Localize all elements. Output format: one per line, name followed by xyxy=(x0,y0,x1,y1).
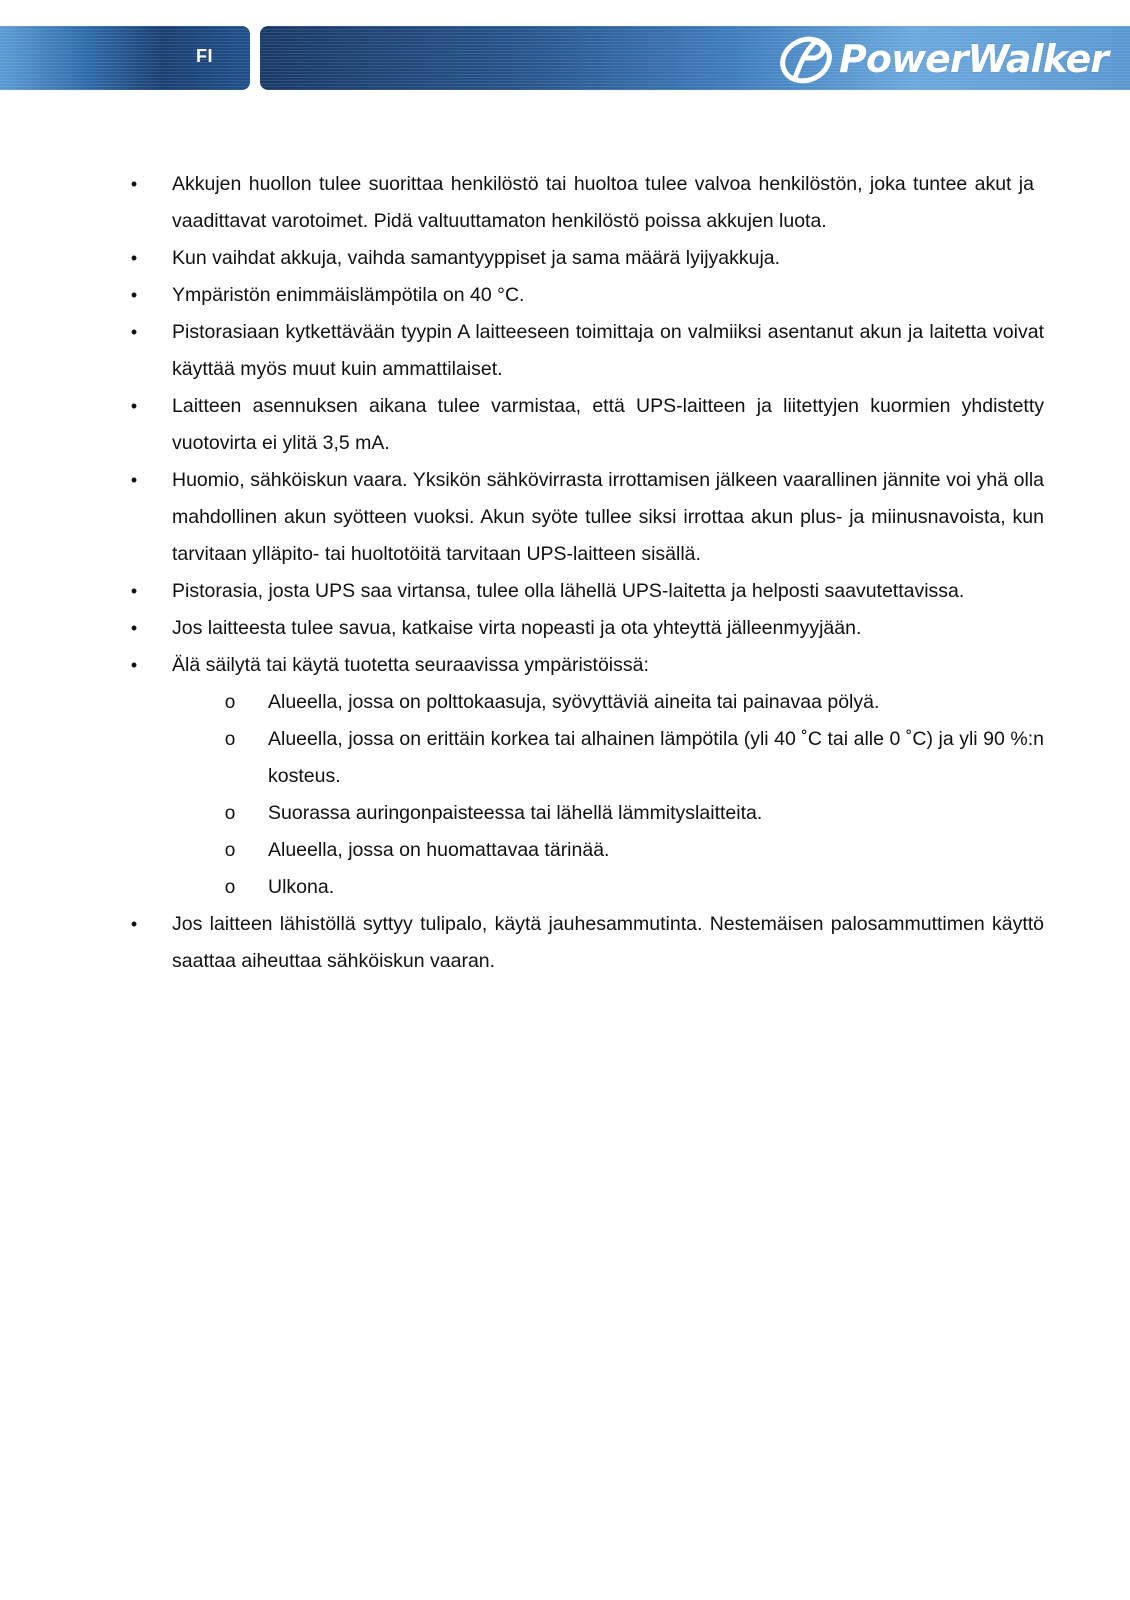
sub-list-item-text: Ulkona. xyxy=(268,876,335,898)
list-item-text: Jos laitteesta tulee savua, katkaise virta nopeasti ja ota yhteyttä jälleenmyyjään. xyxy=(172,617,862,639)
document-body xyxy=(0,166,1130,980)
list-item-text: Akkujen huollon tulee suorittaa henkilöstö tai huoltoa tulee valvoa henkilöstön, joka tuntee akut ja vaadittavat varotoimet. Pidä valtuuttamaton henkilöstö poissa akkujen luota. xyxy=(172,173,1034,232)
sub-list-item xyxy=(224,721,1044,795)
list-item-text: Pistorasia, josta UPS saa virtansa, tulee olla lähellä UPS-laitetta ja helposti saavutettavissa. xyxy=(172,580,965,602)
list-item-text: Kun vaihdat akkuja, vaihda samantyyppiset ja sama määrä lyijyakkuja. xyxy=(172,247,781,269)
sub-bullet-marker: o xyxy=(224,729,236,750)
sub-bullet-marker: o xyxy=(224,840,236,861)
bullet-marker: • xyxy=(130,322,138,342)
bullet-marker: • xyxy=(130,914,138,934)
bullet-marker: • xyxy=(130,618,138,638)
list-item xyxy=(130,240,1044,277)
header-language-tab xyxy=(0,26,250,90)
sub-list-item xyxy=(224,795,1044,832)
sub-list-item xyxy=(224,684,1044,721)
sub-list-item-text: Alueella, jossa on polttokaasuja, syövyttäviä aineita tai painavaa pölyä. xyxy=(268,691,880,713)
list-item xyxy=(130,462,1044,573)
sub-bullet-marker: o xyxy=(224,877,236,898)
bullet-marker: • xyxy=(130,396,138,416)
language-code: FI xyxy=(196,46,213,66)
bullet-marker: • xyxy=(130,174,138,194)
list-item xyxy=(130,314,1044,388)
sub-list-item-text: Suorassa auringonpaisteessa tai lähellä lämmityslaitteita. xyxy=(268,802,763,824)
list-item xyxy=(130,906,1044,980)
list-item xyxy=(130,388,1044,462)
list-item xyxy=(130,277,1044,314)
list-item-text: Jos laitteen lähistöllä syttyy tulipalo, käytä jauhesammutinta. Nestemäisen palosammuttimen käyttö saattaa aiheuttaa sähköiskun vaaran. xyxy=(172,913,1044,972)
list-item-text: Laitteen asennuksen aikana tulee varmistaa, että UPS-laitteen ja liitettyjen kuormien yhdistetty vuotovirta ei ylitä 3,5 mA. xyxy=(172,395,1044,454)
sub-list-item-text: Alueella, jossa on huomattavaa tärinää. xyxy=(268,839,610,861)
list-item xyxy=(130,166,1034,240)
brand-name: PowerWalker xyxy=(838,37,1108,81)
bullet-marker: • xyxy=(130,248,138,268)
list-item-text: Huomio, sähköiskun vaara. Yksikön sähkövirrasta irrottamisen jälkeen vaarallinen jännite voi yhä olla mahdollinen akun syötteen vuoksi. Akun syöte tullee siksi irrottaa akun plus- ja miinusnavoista, kun tarvitaan ylläpito- tai huoltotöitä tarvitaan UPS-laitteen sisällä. xyxy=(172,469,1044,565)
list-item-text: Älä säilytä tai käytä tuotetta seuraavissa ympäristöissä: xyxy=(172,654,649,676)
bullet-marker: • xyxy=(130,655,138,675)
header-brand-bar xyxy=(260,26,1130,90)
list-item-text: Pistorasiaan kytkettävään tyypin A laitteeseen toimittaja on valmiiksi asentanut akun ja laitetta voivat käyttää myös muut kuin ammattilaiset. xyxy=(172,321,1044,380)
brand-logo xyxy=(775,32,1108,86)
sub-list-item-text: Alueella, jossa on erittäin korkea tai alhainen lämpötila (yli 40 ˚C tai alle 0 ˚C) ja yli 90 %:n kosteus. xyxy=(268,728,1044,787)
sub-list-item xyxy=(224,869,1044,906)
sub-bullet-marker: o xyxy=(224,692,236,713)
bullet-marker: • xyxy=(130,285,138,305)
bullet-marker: • xyxy=(130,581,138,601)
list-item xyxy=(130,647,1044,684)
powerwalker-logo-icon xyxy=(775,32,837,86)
page-header xyxy=(0,24,1130,92)
bullet-marker: • xyxy=(130,470,138,490)
list-item xyxy=(130,573,1044,610)
sub-list-item xyxy=(224,832,1044,869)
list-item-text: Ympäristön enimmäislämpötila on 40 °C. xyxy=(172,284,525,306)
list-item xyxy=(130,610,1044,647)
sub-bullet-marker: o xyxy=(224,803,236,824)
